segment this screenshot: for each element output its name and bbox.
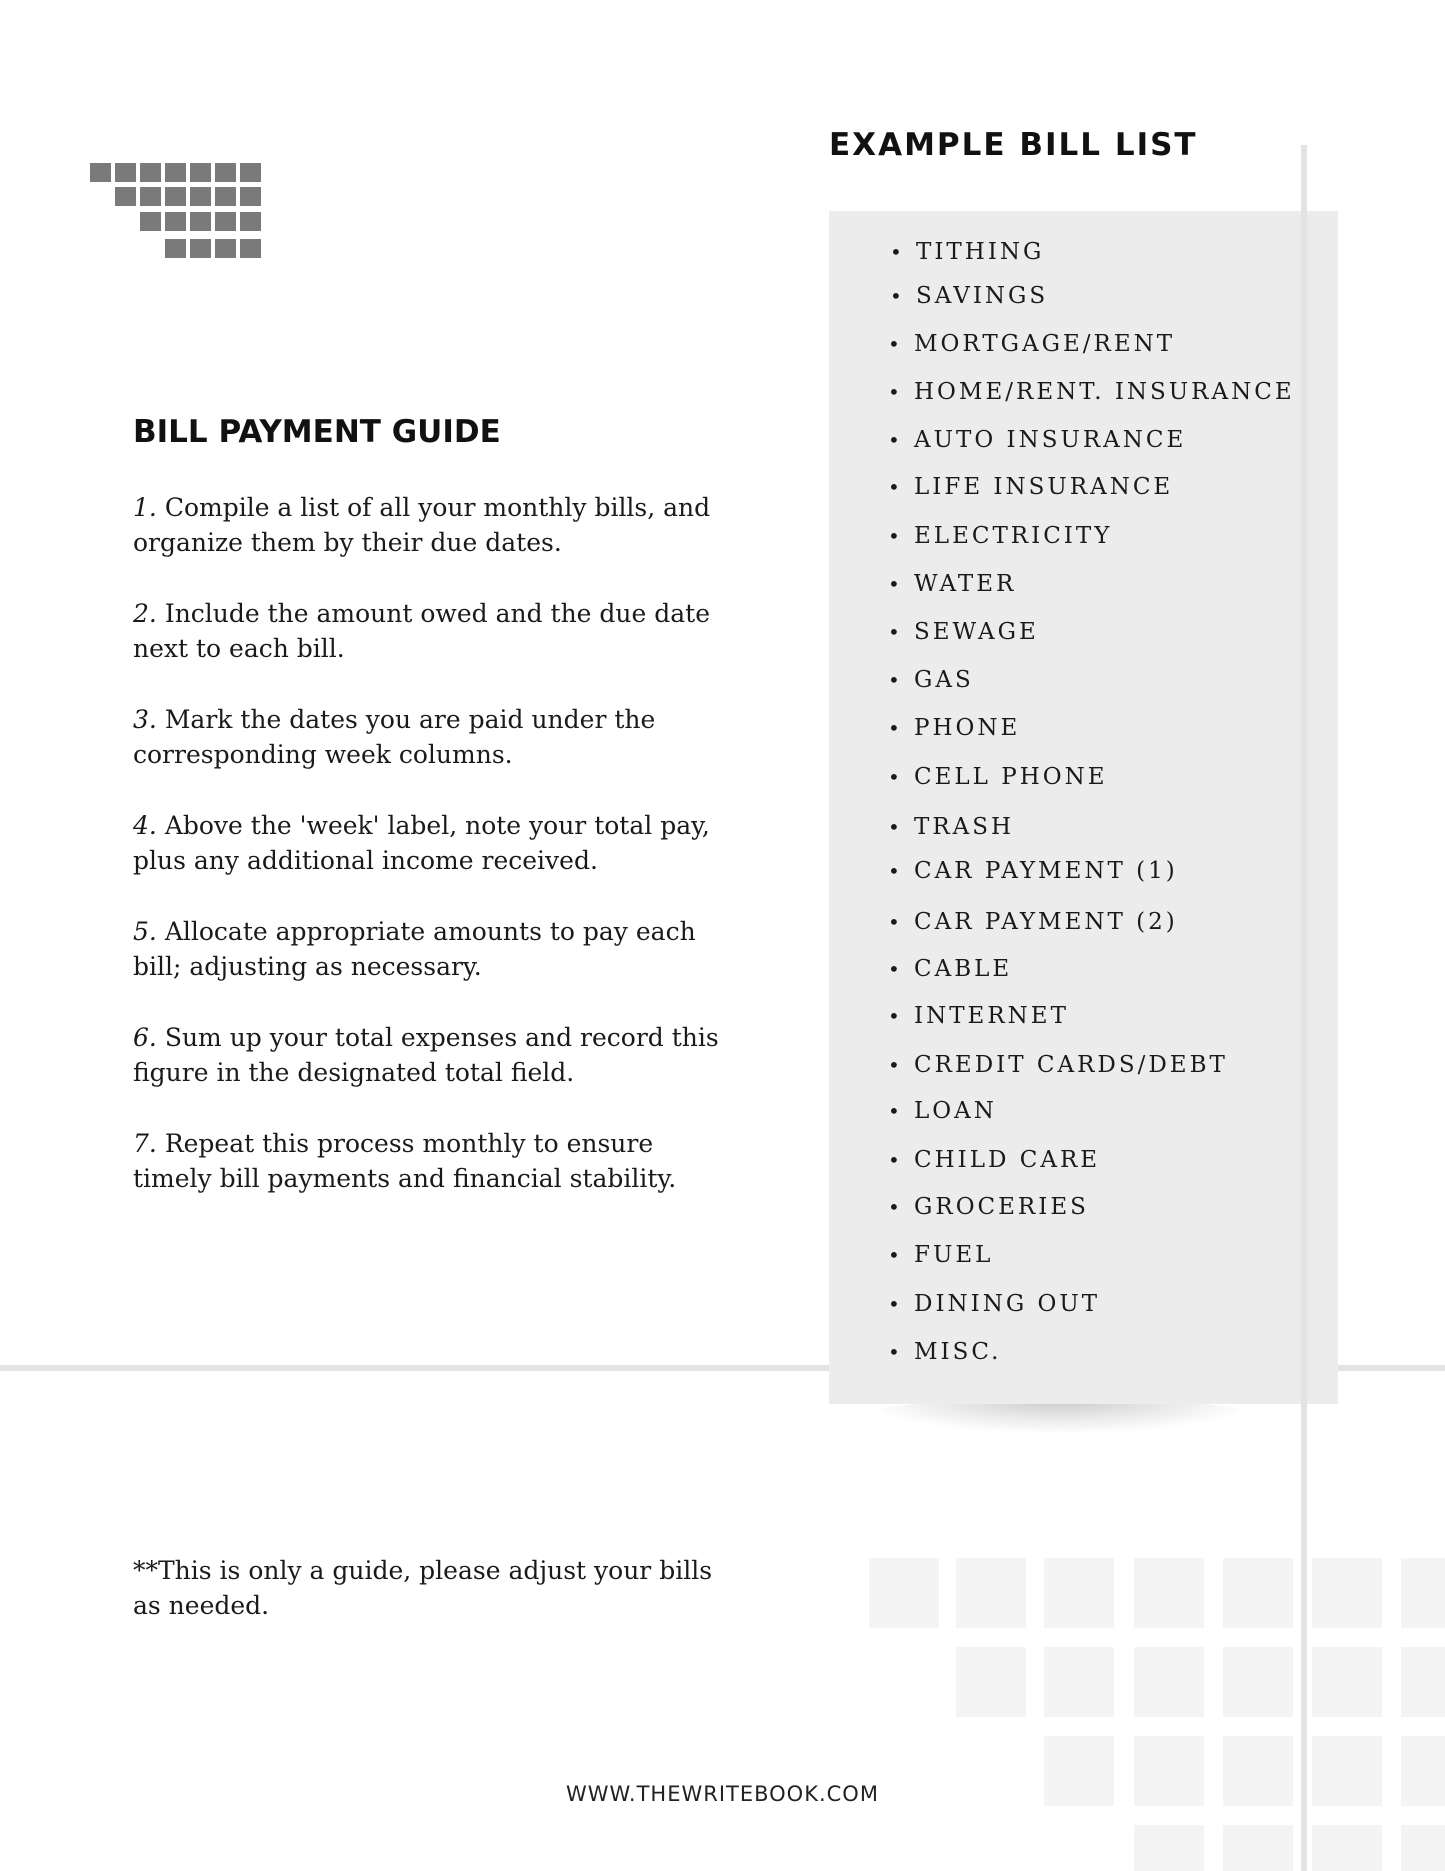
bill-list-item: • AUTO INSURANCE xyxy=(888,427,1187,453)
bill-list-item: • MORTGAGE/RENT xyxy=(888,331,1176,357)
footer-website: WWW.THEWRITEBOOK.COM xyxy=(566,1782,879,1806)
bill-list-item: • CABLE xyxy=(888,956,1013,982)
bill-list-item: • DINING OUT xyxy=(888,1291,1101,1317)
vertical-divider xyxy=(1301,145,1307,1871)
guide-step: 7. Repeat this process monthly to ensure timely bill payments and financial stability. xyxy=(133,1129,677,1193)
bill-list-item: • HOME/RENT. INSURANCE xyxy=(888,379,1295,405)
bill-list-item: • WATER xyxy=(888,571,1017,597)
bill-list-item: • INTERNET xyxy=(888,1003,1069,1029)
bill-list-item: • CELL PHONE xyxy=(888,764,1108,790)
bill-list-item: • LIFE INSURANCE xyxy=(888,474,1174,500)
bill-list-item: • ELECTRICITY xyxy=(888,523,1113,549)
guide-step: 6. Sum up your total expenses and record this figure in the designated total field. xyxy=(133,1023,719,1087)
example-bill-list-title: EXAMPLE BILL LIST xyxy=(829,127,1198,163)
bill-list-item: • SAVINGS xyxy=(890,283,1049,309)
bill-payment-guide-title: BILL PAYMENT GUIDE xyxy=(133,414,501,450)
guide-step: 3. Mark the dates you are paid under the corresponding week columns. xyxy=(133,705,656,769)
guide-step: 4. Above the 'week' label, note your total pay, plus any additional income received. xyxy=(133,811,710,875)
guide-steps-list xyxy=(133,490,733,1232)
guide-step: 5. Allocate appropriate amounts to pay each bill; adjusting as necessary. xyxy=(133,917,696,981)
bill-list-item: • CAR PAYMENT (2) xyxy=(888,909,1178,935)
bill-list-item: • CREDIT CARDS/DEBT xyxy=(888,1052,1228,1078)
bill-list-item: • TITHING xyxy=(890,239,1045,265)
bill-list-item: • CHILD CARE xyxy=(888,1147,1101,1173)
bill-list-item: • FUEL xyxy=(888,1242,994,1268)
guide-step: 2. Include the amount owed and the due date next to each bill. xyxy=(133,599,711,663)
bill-list-item: • PHONE xyxy=(888,715,1021,741)
bill-list-item: • LOAN xyxy=(888,1098,997,1124)
bill-list-item: • MISC. xyxy=(888,1339,1002,1365)
guide-step: 1. Compile a list of all your monthly bills, and organize them by their due dates. xyxy=(133,493,711,557)
bill-list-item: • SEWAGE xyxy=(888,619,1039,645)
bill-list-item: • GAS xyxy=(888,667,974,693)
bill-list-item: • TRASH xyxy=(888,814,1015,840)
bill-list-item: • CAR PAYMENT (1) xyxy=(888,858,1178,884)
bill-list-item: • GROCERIES xyxy=(888,1194,1089,1220)
guide-note: **This is only a guide, please adjust your bills as needed. xyxy=(133,1556,713,1620)
